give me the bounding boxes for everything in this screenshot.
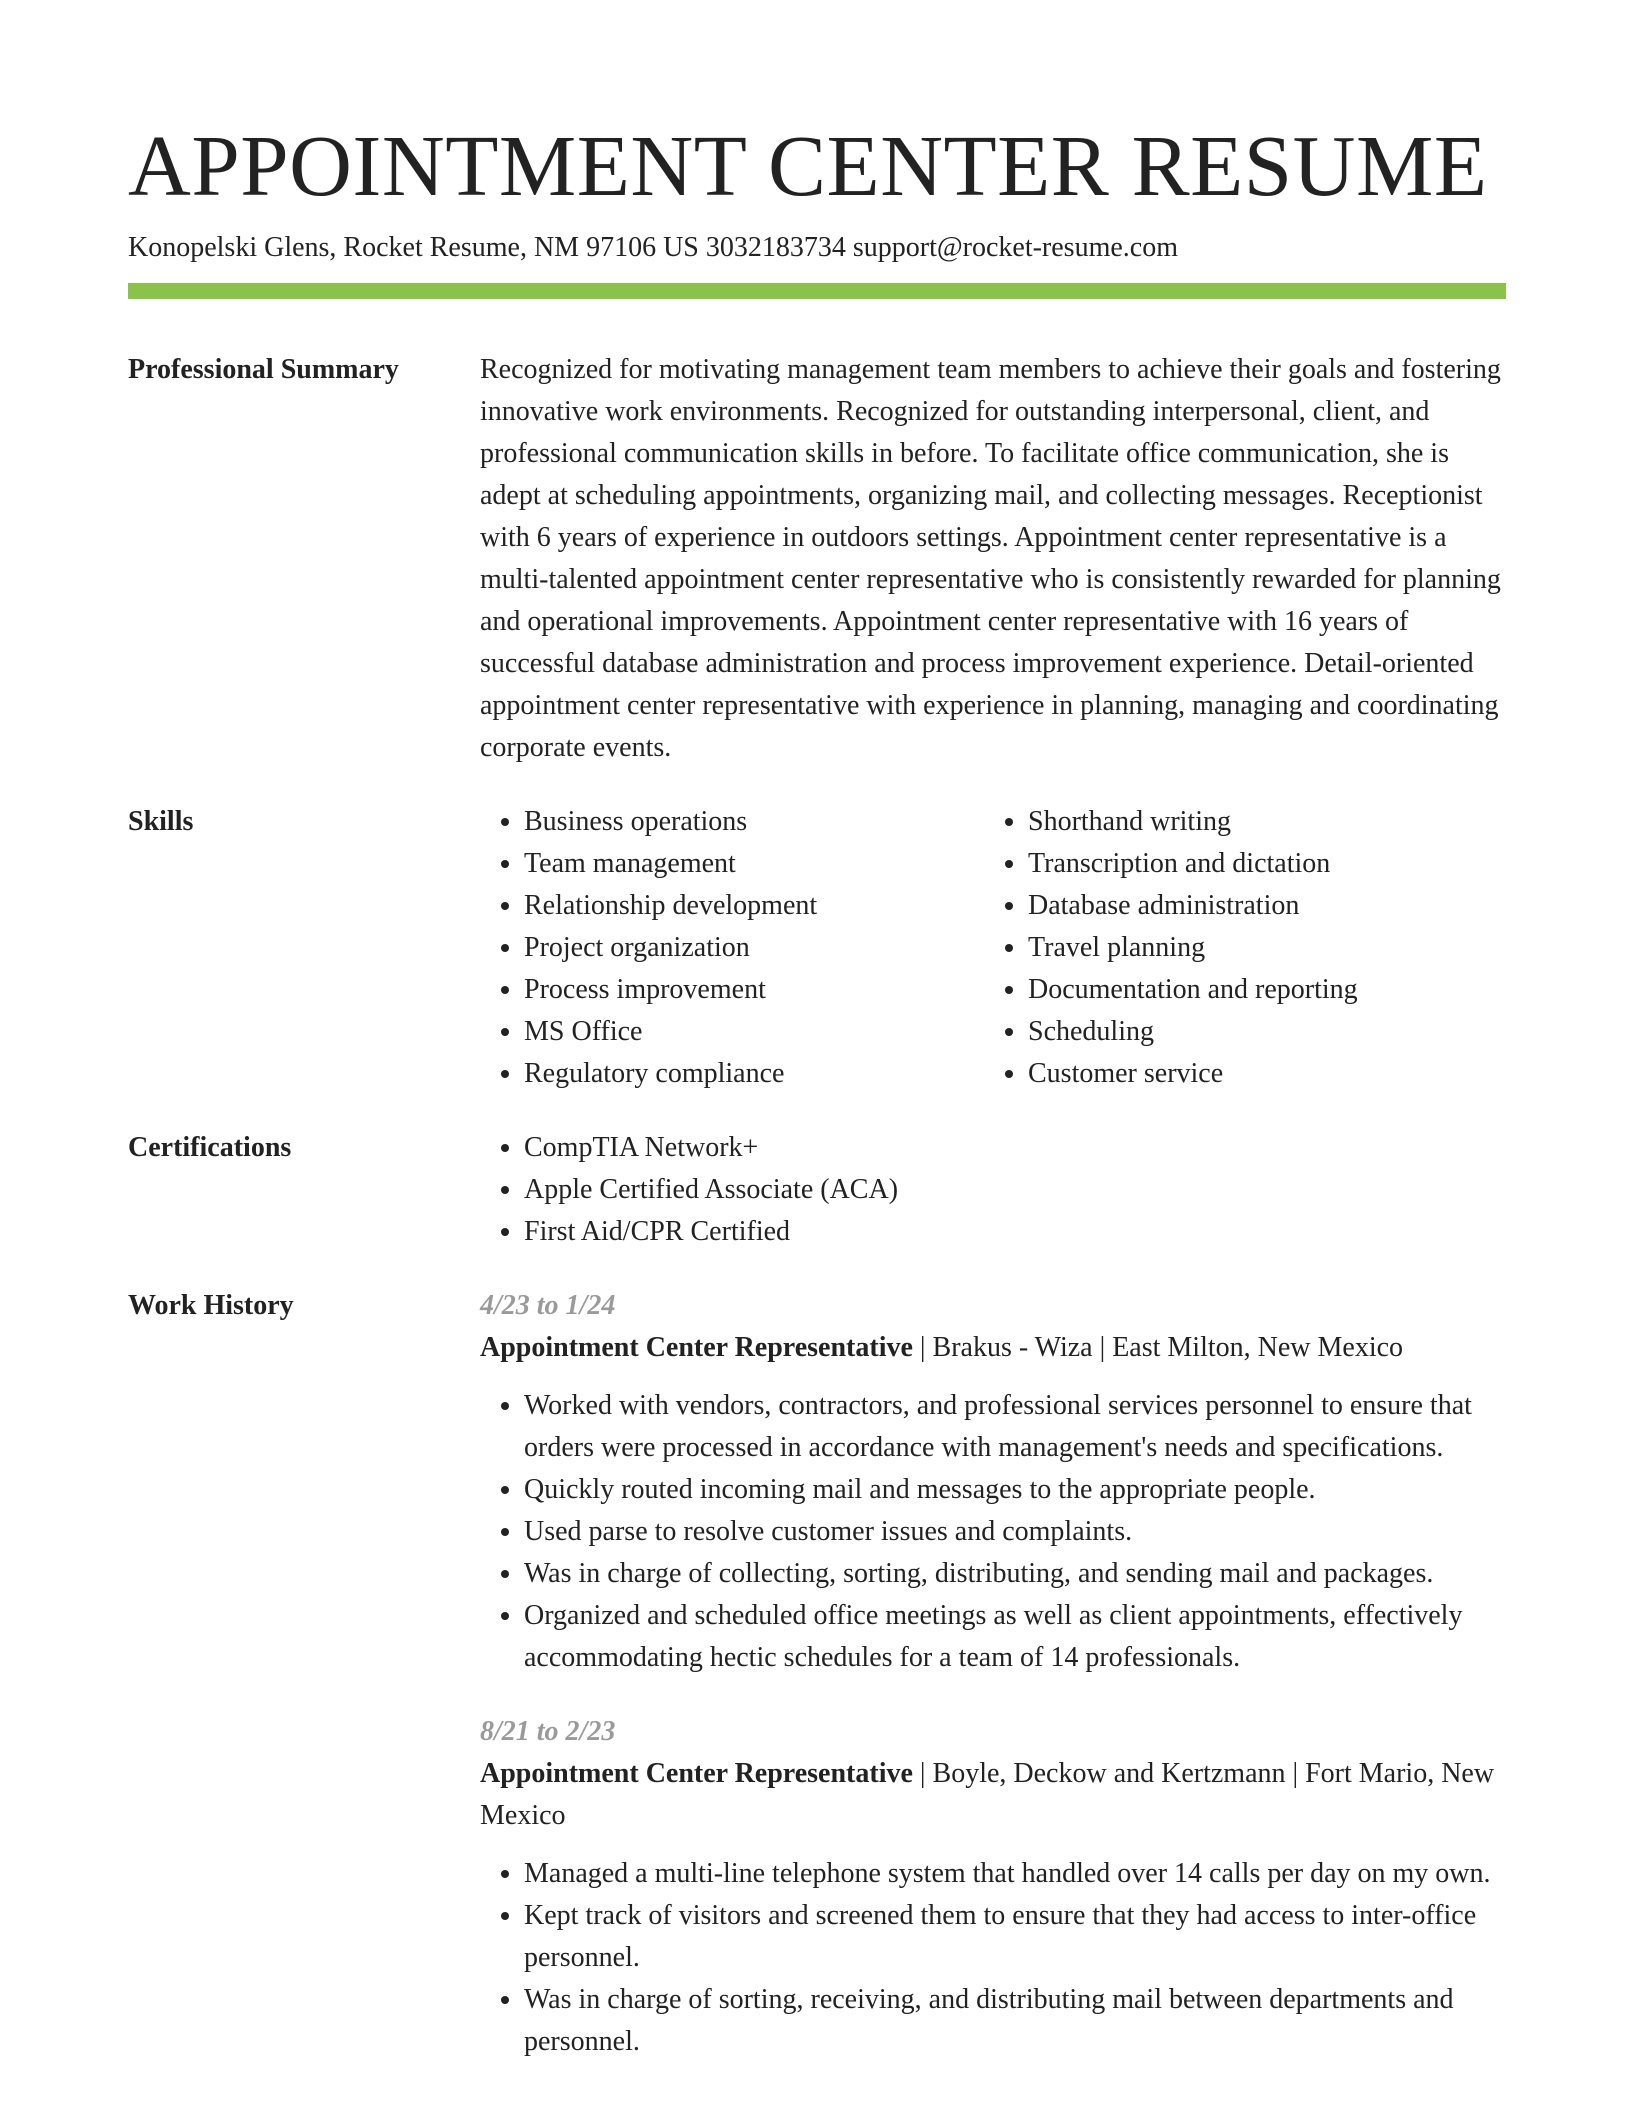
job-dates: 8/21 to 2/23 xyxy=(480,1715,616,1747)
skill-item: • MS Office xyxy=(524,1011,984,1053)
work-history-section xyxy=(128,1285,1506,2063)
skills-heading: Skills xyxy=(128,805,194,837)
certifications-section xyxy=(128,1127,1506,1253)
job-dates: 4/23 to 1/24 xyxy=(480,1289,616,1321)
job-bullet: • Kept track of visitors and screened them to ensure that they had access to inter-office personnel. xyxy=(524,1895,1506,1979)
certifications-list xyxy=(480,1127,1506,1253)
job-bullet: • Worked with vendors, contractors, and professional services personnel to ensure that orders were processed in accordance with management's needs and specifications. xyxy=(524,1385,1506,1469)
job-title: Appointment Center Representative xyxy=(480,1757,913,1789)
job-bullet: • Quickly routed incoming mail and messages to the appropriate people. xyxy=(524,1469,1506,1511)
job-bullet: • Was in charge of sorting, receiving, and distributing mail between departments and personnel. xyxy=(524,1979,1506,2063)
job-employer-location: | Boyle, Deckow and Kertzmann | Fort Mario, New Mexico xyxy=(480,1757,1495,1831)
resume-title: APPOINTMENT CENTER RESUME xyxy=(128,117,1488,214)
skill-item: • Project organization xyxy=(524,927,984,969)
job-bullet: • Used parse to resolve customer issues and complaints. xyxy=(524,1511,1506,1553)
skill-item: • Business operations xyxy=(524,801,984,843)
certifications-heading: Certifications xyxy=(128,1131,292,1163)
job-bullets xyxy=(480,1385,1506,1679)
skill-item: • Relationship development xyxy=(524,885,984,927)
skill-item: • Transcription and dictation xyxy=(1028,843,1358,885)
job-bullets xyxy=(480,1853,1506,2063)
summary-section xyxy=(128,349,1506,769)
skill-item: • Scheduling xyxy=(1028,1011,1358,1053)
job-entry xyxy=(480,1711,1506,2063)
summary-heading: Professional Summary xyxy=(128,353,399,385)
skill-item: • Team management xyxy=(524,843,984,885)
job-bullet: • Was in charge of collecting, sorting, distributing, and sending mail and packages. xyxy=(524,1553,1506,1595)
job-heading xyxy=(480,1753,1506,1837)
skill-item: • Customer service xyxy=(1028,1053,1358,1095)
job-entry xyxy=(480,1285,1506,1679)
job-employer-location: | Brakus - Wiza | East Milton, New Mexico xyxy=(912,1331,1404,1363)
skill-item: • Process improvement xyxy=(524,969,984,1011)
work-history-heading: Work History xyxy=(128,1289,294,1321)
header-divider xyxy=(128,283,1506,299)
job-heading xyxy=(480,1327,1506,1369)
contact-info: Konopelski Glens, Rocket Resume, NM 97106 US 3032183734 support@rocket-resume.com xyxy=(128,232,1178,263)
skill-item: • Regulatory compliance xyxy=(524,1053,984,1095)
skills-list-left xyxy=(480,801,984,1095)
skill-item: • Database administration xyxy=(1028,885,1358,927)
job-title: Appointment Center Representative xyxy=(480,1331,913,1363)
job-bullet: • Organized and scheduled office meetings as well as client appointments, effectively accommodating hectic schedules for a team of 14 professionals. xyxy=(524,1595,1506,1679)
job-bullet: • Managed a multi-line telephone system that handled over 14 calls per day on my own. xyxy=(524,1853,1506,1895)
certification-item: • Apple Certified Associate (ACA) xyxy=(524,1169,1506,1211)
skills-section xyxy=(128,801,1506,1095)
certification-item: • CompTIA Network+ xyxy=(524,1127,1506,1169)
skill-item: • Travel planning xyxy=(1028,927,1358,969)
skill-item: • Documentation and reporting xyxy=(1028,969,1358,1011)
summary-text: Recognized for motivating management team members to achieve their goals and fostering innovative work environments. Recognized for outstanding interpersonal, client, and professional communication skills in before. To facilitate office communication, she is adept at scheduling appointments, organizing mail, and collecting messages. Receptionist with 6 years of experience in outdoors settings. Appointment center representative is a multi-talented appointment center representative who is consistently rewarded for planning and operational improvements. Appointment center representative with 16 years of successful database administration and process improvement experience. Detail-oriented appointment center representative with experience in planning, managing and coordinating corporate events. xyxy=(480,353,1501,763)
resume-page xyxy=(128,0,1506,2063)
skills-list-right xyxy=(984,801,1358,1095)
skill-item: • Shorthand writing xyxy=(1028,801,1358,843)
certification-item: • First Aid/CPR Certified xyxy=(524,1211,1506,1253)
